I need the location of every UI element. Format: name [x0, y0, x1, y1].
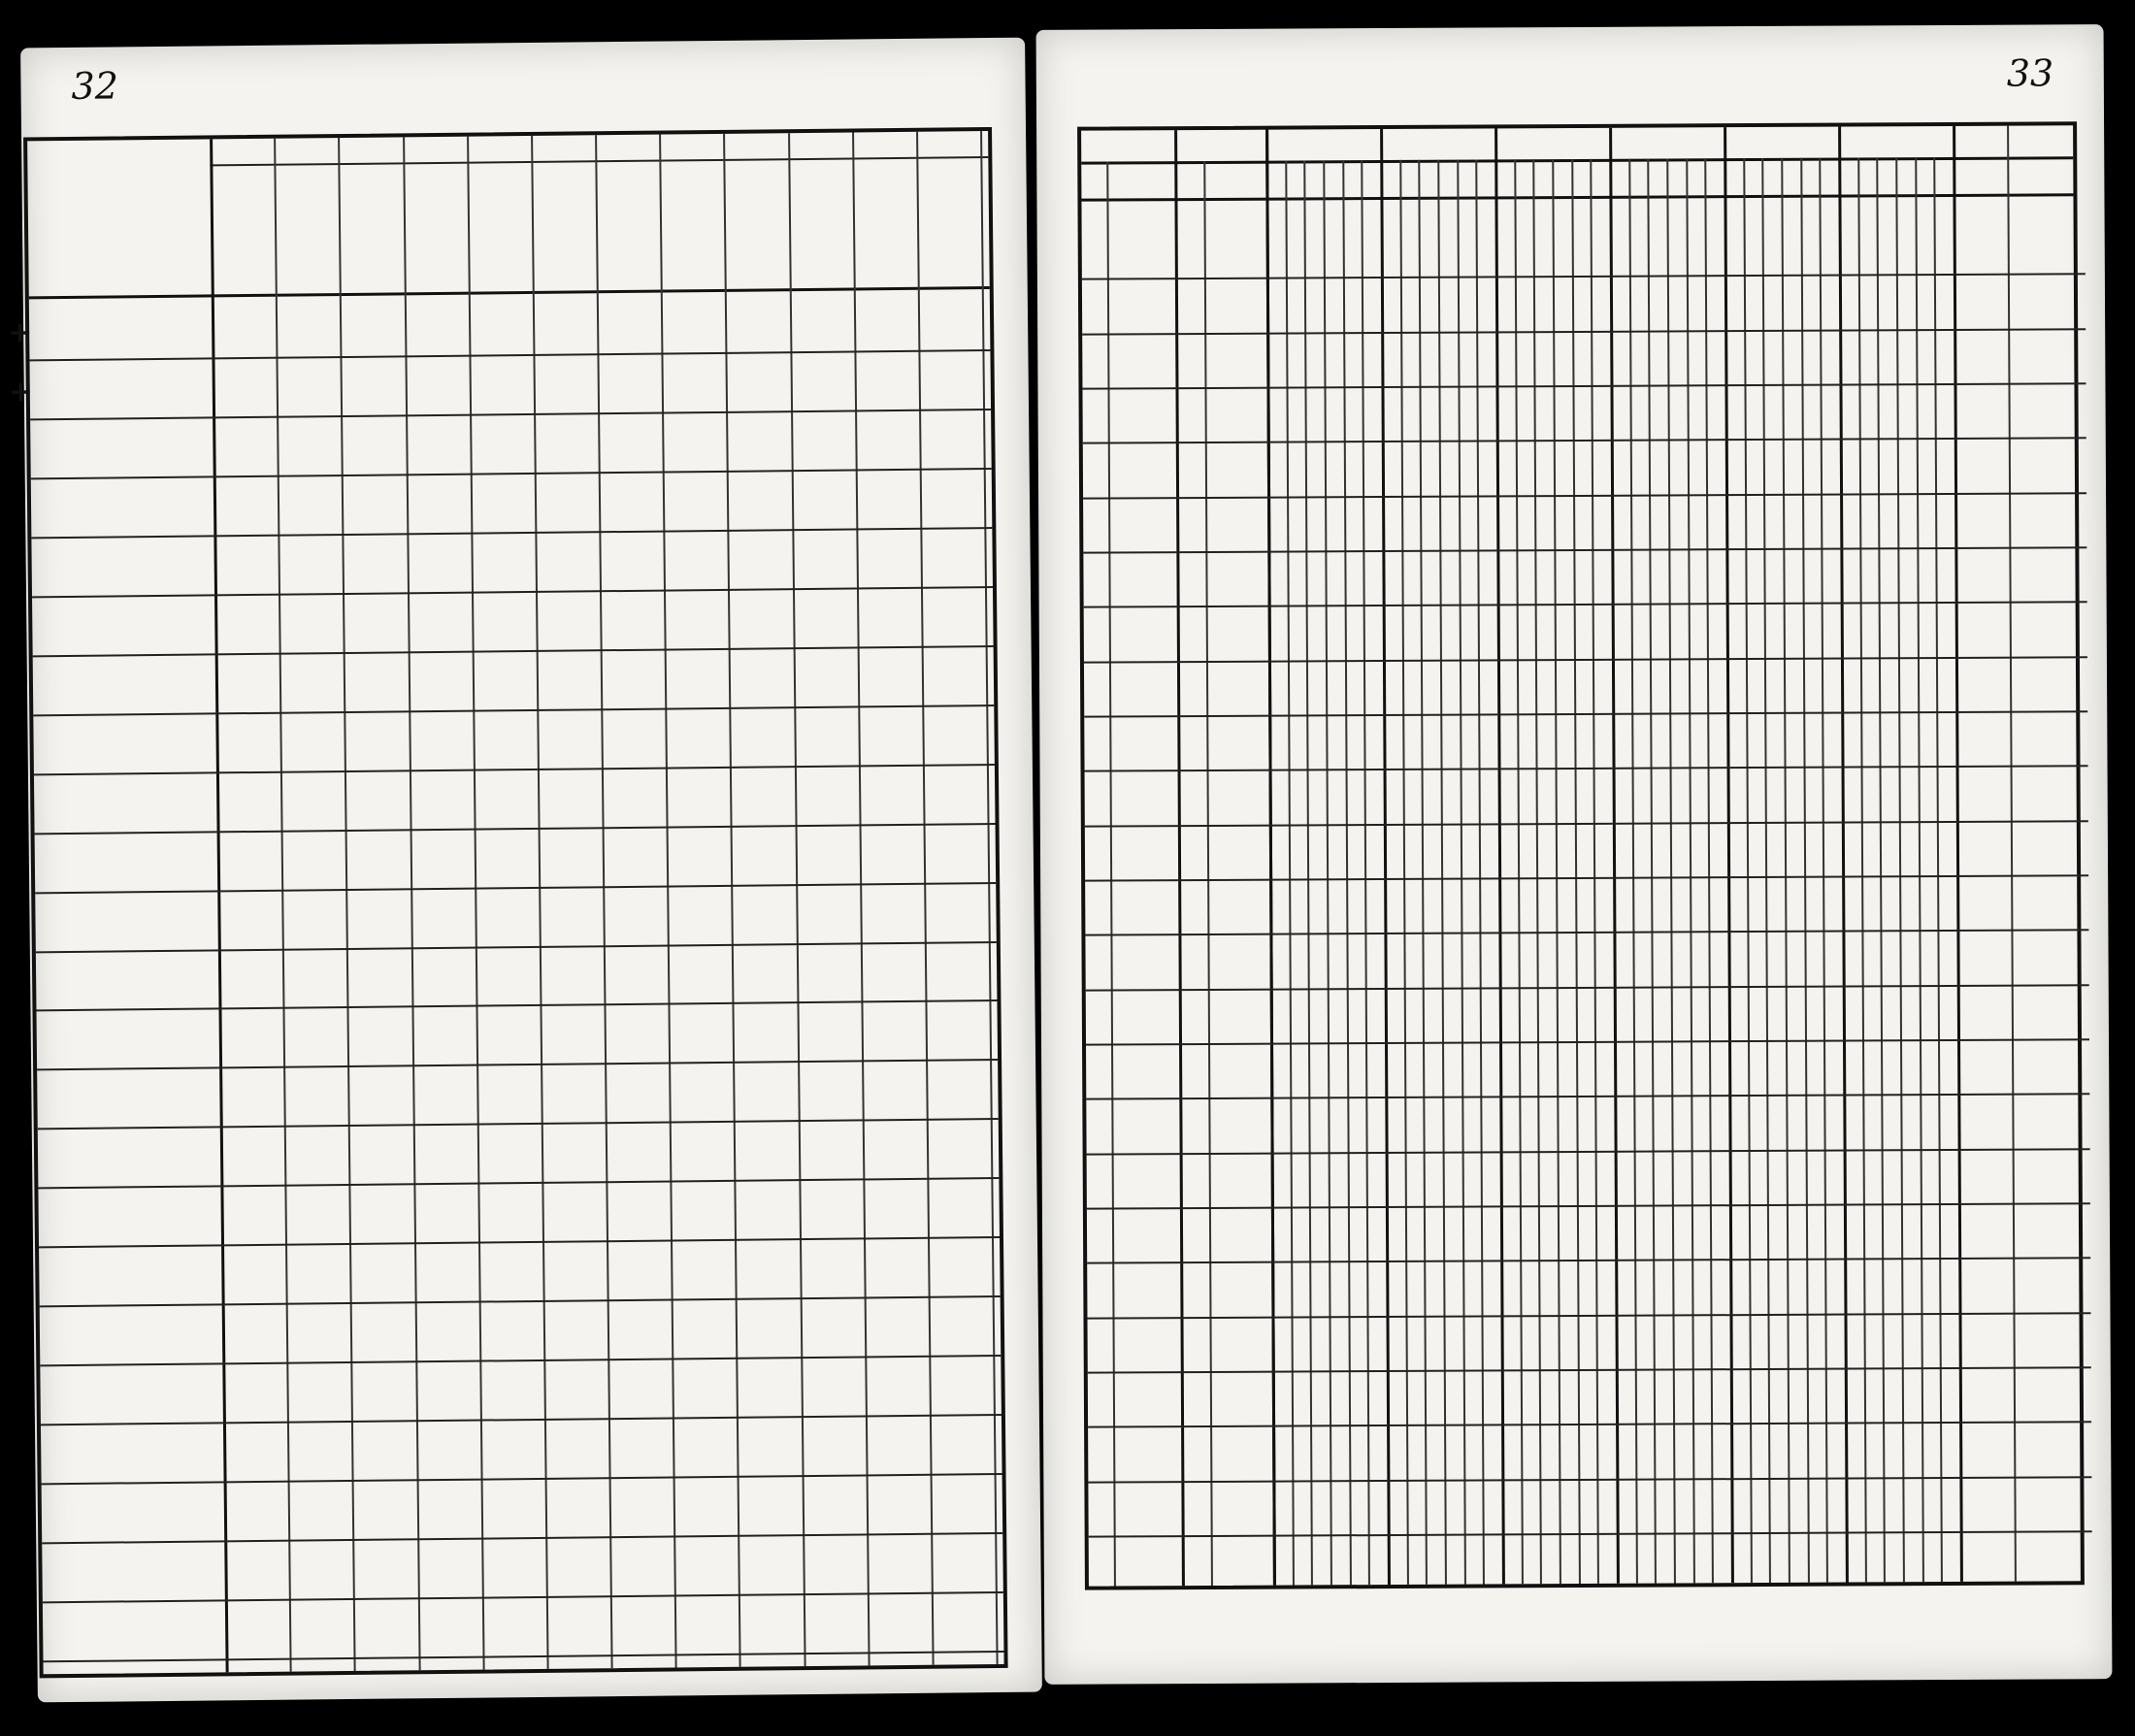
year-column-rule [1494, 128, 1505, 1584]
row-rule [39, 1236, 1000, 1248]
row-rule [31, 468, 992, 479]
column-rule [274, 139, 292, 1672]
year-column-rule [1609, 128, 1620, 1584]
page-number-left: 32 [71, 64, 119, 108]
column-subheader [461, 168, 462, 288]
column-subheader [269, 170, 270, 290]
column-rule [659, 135, 677, 1668]
column-rule [2007, 126, 2017, 1582]
header-subdivider [210, 156, 988, 166]
column-rule [467, 137, 485, 1670]
left-page [7, 38, 1042, 1703]
row-rule [38, 1118, 999, 1130]
row-rule [38, 1177, 999, 1189]
column-subheader [333, 169, 334, 289]
column-subheader [974, 162, 975, 282]
right-register-table [1077, 121, 2085, 1589]
column-rule [1953, 126, 1963, 1582]
row-rule [33, 645, 994, 657]
row-rule [35, 882, 996, 894]
row-rule [40, 1355, 1001, 1366]
column-rule [852, 132, 870, 1665]
row-rule [31, 527, 992, 539]
column-rule [595, 135, 613, 1668]
column-rule [980, 131, 999, 1664]
column-subheader [846, 164, 847, 284]
header-divider [1081, 156, 2073, 164]
deceased-cross-icon: + [8, 375, 34, 409]
row-rule [41, 1414, 1002, 1425]
row-rule [36, 941, 997, 953]
row-rule [42, 1532, 1002, 1544]
column-subheader [525, 167, 526, 287]
row-rule [30, 409, 991, 420]
right-page [1036, 24, 2113, 1685]
column-rule [788, 133, 806, 1666]
row-rule [32, 586, 993, 598]
row-rule [37, 1059, 998, 1070]
row-rule [43, 1591, 1003, 1603]
column-subheader [718, 165, 719, 285]
row-rule [36, 999, 997, 1011]
column-rule [403, 137, 421, 1670]
column-rule [338, 138, 356, 1671]
column-rule [531, 136, 549, 1669]
header-divider [1081, 193, 2073, 201]
year-column-rule [1724, 127, 1734, 1583]
row-rule [34, 764, 995, 775]
left-register-table [7, 127, 1008, 1678]
header-divider [29, 286, 990, 299]
row-rule [40, 1295, 1001, 1307]
year-column-rule [1265, 130, 1276, 1586]
row-rule [44, 1651, 1004, 1662]
column-subheader [782, 164, 783, 284]
column-subheader [910, 163, 911, 283]
year-column-rule [1380, 129, 1391, 1585]
column-rule [1174, 130, 1185, 1586]
column-subheader [397, 168, 398, 288]
page-number-right: 33 [2006, 51, 2054, 95]
column-rule [916, 132, 935, 1665]
deceased-cross-icon: + [7, 315, 33, 350]
column-subheader [589, 166, 590, 286]
column-rule [723, 134, 741, 1667]
row-rule [29, 349, 990, 361]
row-rule [35, 823, 996, 835]
row-rule [33, 704, 994, 716]
row-rule [42, 1473, 1002, 1485]
column-rule [210, 139, 229, 1672]
year-column-rule [1838, 127, 1849, 1583]
column-subheader [654, 166, 655, 286]
